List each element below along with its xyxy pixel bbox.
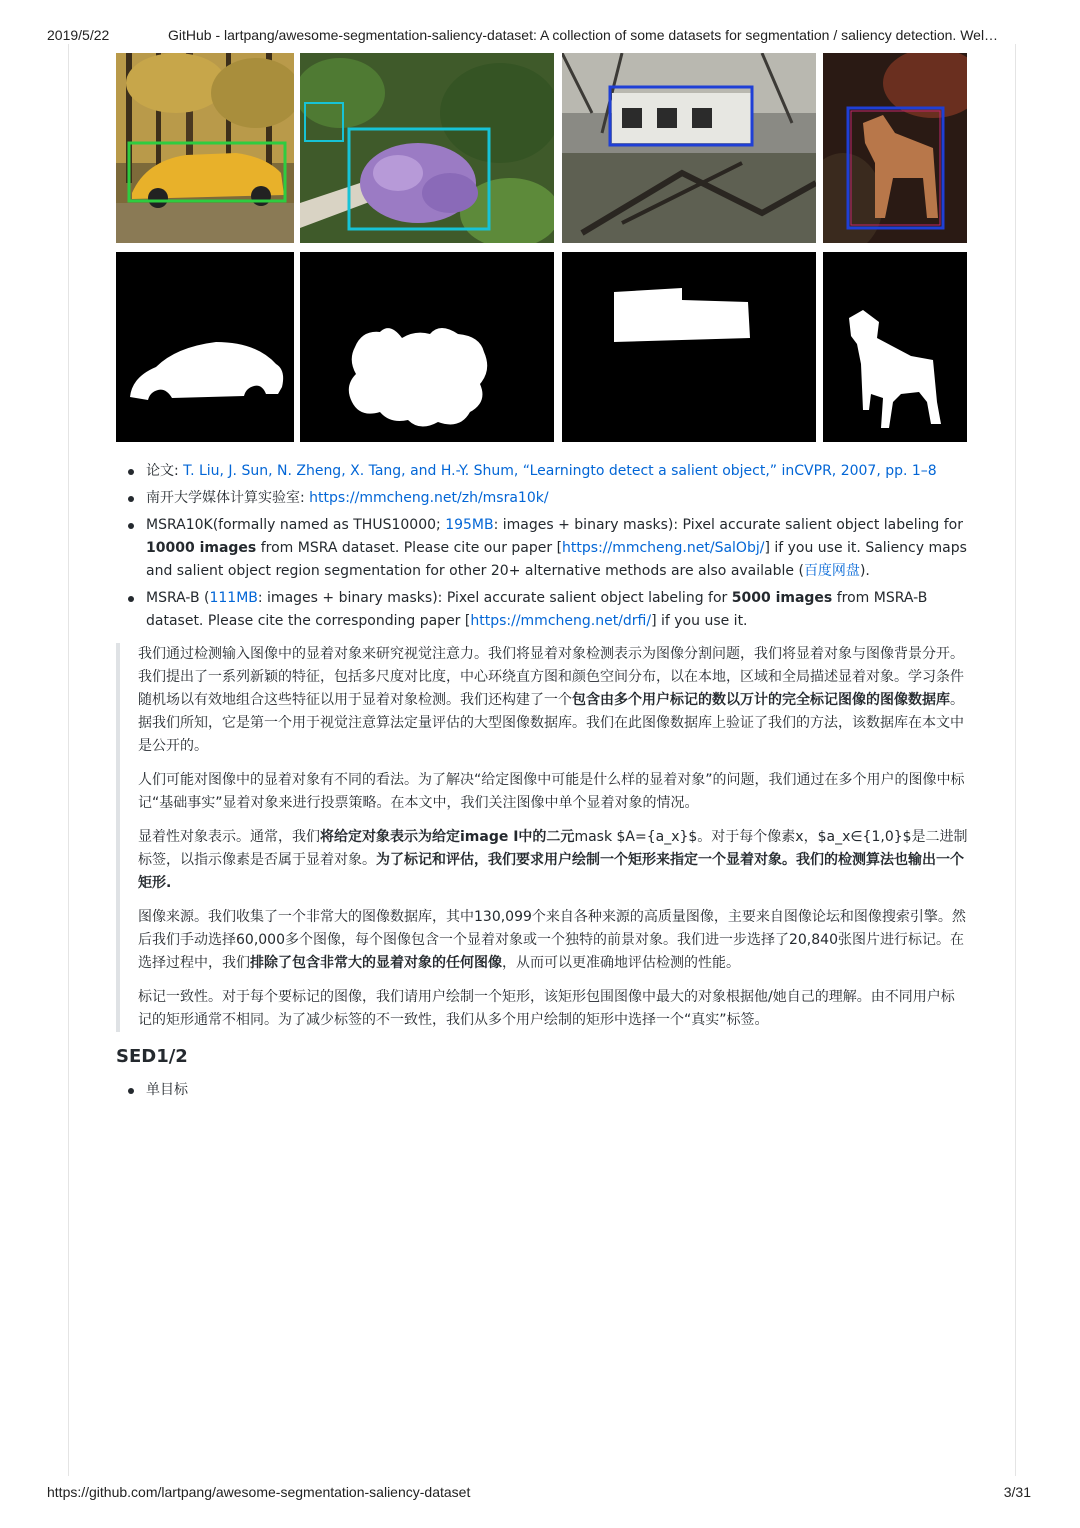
text: mask $A={a_x}$。对于每个像素x，$a_x∈{1,0}$是二进制标签，以指示像素是否属于显着对象。 <box>138 829 968 868</box>
house-photo <box>562 53 816 243</box>
text: MSRA10K(formally named as THUS10000; <box>146 517 446 533</box>
text: ] if you use it. <box>651 613 748 629</box>
list-item <box>116 514 968 583</box>
paragraph <box>138 986 968 1032</box>
text: 我们通过检测输入图像中的显着对象来研究视觉注意力。我们将显着对象检测表示为图像分割问题，我们将显着对象与图像背景分开。我们提出了一系列新颖的特征，包括多尺度对比度，中心环绕直方图和颜色空间分布，以在本地，区域和全局描述显着对象。学习条件随机场以有效地组合这些特征以用于显着对象检测。我们还构建了一个 <box>138 646 964 708</box>
paper-link[interactable]: T. Liu, J. Sun, N. Zheng, X. Tang, and H.-Y. Shum, “Learningto detect a salient object,” inCVPR, 2007, pp. 1–8 <box>183 463 937 479</box>
section-heading: SED1/2 <box>116 1046 188 1067</box>
msrab-size-link[interactable]: 111MB <box>209 590 258 606</box>
text: 标记一致性。对于每个要标记的图像，我们请用户绘制一个矩形，该矩形包围图像中最大的对象根据他/她自己的理解。由不同用户标记的矩形通常不相同。为了减少标签的不一致性，我们从多个用户绘制的矩形中选择一个“真实”标签。 <box>138 989 955 1028</box>
paragraph <box>138 826 968 895</box>
bold-text: 包含由多个用户标记的数以万计的完全标记图像的图像数据库 <box>572 692 950 708</box>
house-mask <box>562 252 816 442</box>
dog-photo <box>823 53 967 243</box>
bold-text: 5000 images <box>731 590 833 606</box>
bullet <box>128 496 134 502</box>
bullet <box>128 596 134 602</box>
print-date: 2019/5/22 <box>47 27 110 43</box>
paragraph <box>138 906 968 975</box>
text: 单目标 <box>146 1082 188 1098</box>
description-quote <box>116 643 968 1032</box>
text: 人们可能对图像中的显着对象有不同的看法。为了解决“给定图像中可能是什么样的显着对象”的问题，我们通过在多个用户的图像中标记“基础事实”显着对象来进行投票策略。在本文中，我们关注图像中单个显着对象的情况。 <box>138 772 965 811</box>
bold-text: 为了标记和评估，我们要求用户绘制一个矩形来指定一个显着对象。我们的检测算法也输出一个矩形. <box>138 852 964 891</box>
dog-mask <box>823 252 967 442</box>
list-item <box>116 487 968 510</box>
print-header <box>0 0 1080 44</box>
bold-text: 排除了包含非常大的显着对象的任何图像 <box>250 955 502 971</box>
flowers-mask <box>300 252 554 442</box>
bold-text: 10000 images <box>146 540 257 556</box>
text: from MSRA-B dataset. Please cite the corresponding paper [ <box>146 590 928 629</box>
msra10k-size-link[interactable]: 195MB <box>445 517 494 533</box>
text: : images + binary masks): Pixel accurate salient object labeling for <box>493 517 963 533</box>
paragraph <box>138 769 968 815</box>
text: 图像来源。我们收集了一个非常大的图像数据库，其中130,099个来自各种来源的高质量图像，主要来自图像论坛和图像搜索引擎。然后我们手动选择60,000多个图像，每个图像包含一个显着对象或一个独特的前景对象。我们进一步选择了20,840张图片进行标记。在选择过程中，我们 <box>138 909 966 971</box>
text: ] if you use it. Saliency maps and salient object region segmentation for other 20+ alternative methods are also available ( <box>146 540 967 579</box>
text: from MSRA dataset. Please cite our paper [ <box>256 540 563 556</box>
text: 。据我们所知，它是第一个用于视觉注意算法定量评估的大型图像数据库。我们在此图像数据库上验证了我们的方法，该数据库在本文中是公开的。 <box>138 692 964 754</box>
text: MSRA-B ( <box>146 590 210 606</box>
text: ). <box>859 563 870 579</box>
reference-list <box>116 460 968 633</box>
list-item <box>116 587 968 633</box>
text: ，从而可以更准确地评估检测的性能。 <box>502 955 740 971</box>
list-item <box>116 1079 968 1102</box>
print-page-title: GitHub - lartpang/awesome-segmentation-saliency-dataset: A collection of some datasets for segmentation / saliency detection. Wel… <box>168 27 999 43</box>
text: : images + binary masks): Pixel accurate salient object labeling for <box>257 590 732 606</box>
salobj-link[interactable]: https://mmcheng.net/SalObj/ <box>562 540 765 556</box>
bullet <box>128 523 134 529</box>
sed-list <box>116 1079 968 1102</box>
lab-link[interactable]: https://mmcheng.net/zh/msra10k/ <box>309 490 549 506</box>
bold-text: 将给定对象表示为给定image I中的二元 <box>320 829 575 845</box>
car-photo <box>116 53 294 243</box>
bullet <box>128 1088 134 1094</box>
paper-label: 论文: <box>146 463 184 479</box>
baidu-pan-link[interactable]: 百度网盘 <box>803 563 860 579</box>
paragraph <box>138 643 968 758</box>
print-url: https://github.com/lartpang/awesome-segmentation-saliency-dataset <box>47 1484 471 1500</box>
flowers-photo <box>300 53 554 243</box>
drfi-link[interactable]: https://mmcheng.net/drfi/ <box>470 613 652 629</box>
text: 显着性对象表示。通常，我们 <box>138 829 320 845</box>
car-mask <box>116 252 294 442</box>
print-footer <box>0 1478 1080 1508</box>
list-item <box>116 460 968 483</box>
bullet <box>128 469 134 475</box>
lab-label: 南开大学媒体计算实验室: <box>146 490 310 506</box>
content <box>116 460 968 1102</box>
page-number: 3/31 <box>1003 1484 1031 1500</box>
